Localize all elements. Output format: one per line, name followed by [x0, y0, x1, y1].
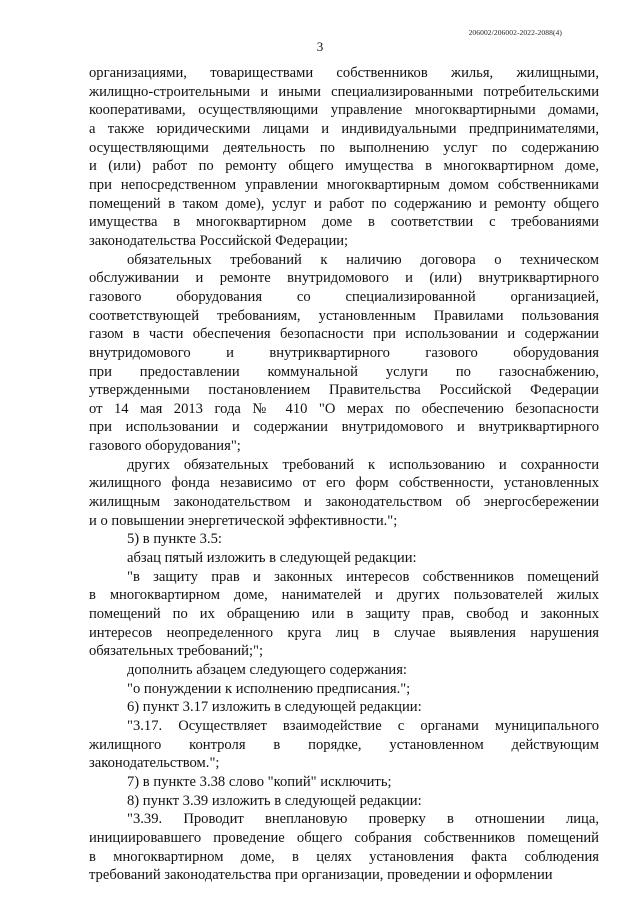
text-line: обслуживании и ремонте внутридомового и (или) внутриквартирного — [89, 270, 599, 287]
paragraph — [89, 717, 599, 773]
text-line: при непосредственном управлении многоквартирным домом собственниками — [89, 176, 599, 193]
paragraph — [89, 549, 599, 568]
text-line: обязательных требований;"; — [89, 643, 264, 660]
text-line: "в защиту прав и законных интересов собственников помещений — [127, 568, 599, 585]
paragraph — [89, 64, 599, 251]
text-line: 8) пункт 3.39 изложить в следующей редакции: — [127, 792, 422, 809]
text-line: газового оборудования"; — [89, 438, 241, 455]
paragraph — [89, 251, 599, 456]
paragraph — [89, 568, 599, 661]
paragraph — [89, 456, 599, 531]
text-line: жилищным законодательством и законодательством об энергосбережении — [89, 494, 599, 511]
text-line: "3.17. Осуществляет взаимодействие с органами муниципального — [127, 717, 599, 734]
text-line: газового оборудования со специализированной организацией, — [89, 288, 599, 305]
text-line: законодательства Российской Федерации; — [89, 232, 349, 249]
text-line: 5) в пункте 3.5: — [127, 531, 222, 548]
document-id: 206002/206002-2022-2088(4) — [468, 28, 562, 37]
text-line: жилищно-строительными и иными специализированными потребительскими — [89, 83, 599, 100]
document-body — [89, 64, 599, 885]
text-line: других обязательных требований к использованию и сохранности — [127, 456, 599, 473]
text-line: "о понуждении к исполнению предписания."; — [127, 680, 411, 697]
text-line: соответствующей требованиям, установленным Правилами пользования — [89, 307, 599, 324]
paragraph — [89, 680, 599, 699]
text-line: жилищного контроля в порядке, установленном действующим — [89, 736, 599, 753]
text-line: в многоквартирном доме, в целях установления факта соблюдения — [89, 848, 599, 865]
text-line: интересов неопределенного круга лиц в случае выявления нарушения — [89, 624, 599, 641]
text-line: внутридомового и внутриквартирного газового оборудования — [89, 344, 599, 361]
text-line: и (или) работ по ремонту общего имущества в многоквартирном доме, — [89, 158, 599, 175]
text-line: помещений в таком доме), услуг и работ по содержанию и ремонту общего — [89, 195, 599, 212]
paragraph — [89, 698, 599, 717]
text-line: требований законодательства при организации, проведении и оформлении — [89, 867, 553, 884]
text-line: кооперативами, осуществляющими управление многоквартирными домами, — [89, 102, 599, 119]
text-line: имущества в многоквартирном доме в соответствии с требованиями — [89, 214, 599, 231]
text-line: осуществляющими деятельность по выполнению услуг по содержанию — [89, 139, 599, 156]
text-line: абзац пятый изложить в следующей редакции: — [127, 550, 417, 567]
text-line: 6) пункт 3.17 изложить в следующей редакции: — [127, 699, 422, 716]
text-line: при предоставлении коммунальной услуги по газоснабжению, — [89, 363, 599, 380]
paragraph — [89, 661, 599, 680]
text-line: газом в части обеспечения безопасности при использовании и содержании — [89, 326, 599, 343]
text-line: законодательством."; — [89, 755, 220, 772]
text-line: дополнить абзацем следующего содержания: — [127, 662, 407, 678]
paragraph — [89, 810, 599, 885]
text-line: жилищного фонда независимо от его форм собственности, установленных — [89, 475, 599, 492]
text-line: инициировавшего проведение общего собрания собственников помещений — [89, 829, 599, 846]
text-line: организациями, товариществами собственников жилья, жилищными, — [89, 65, 599, 81]
page-number: 3 — [316, 39, 324, 54]
text-line: обязательных требований к наличию договора о техническом — [127, 251, 599, 268]
text-line: а также юридическими лицами и индивидуальными предпринимателями, — [89, 120, 599, 137]
text-line: утвержденными постановлением Правительства Российской Федерации — [89, 382, 599, 399]
paragraph — [89, 773, 599, 792]
text-line: "3.39. Проводит внеплановую проверку в отношении лица, — [127, 811, 599, 828]
text-line: 7) в пункте 3.38 слово "копий" исключить; — [127, 773, 392, 790]
paragraph — [89, 530, 599, 549]
paragraph — [89, 792, 599, 811]
text-line: помещений по их обращению или в защиту прав, свобод и законных — [89, 606, 599, 623]
text-line: при использовании и содержании внутридомового и внутриквартирного — [89, 419, 599, 436]
text-line: в многоквартирном доме, нанимателей и других пользователей жилых — [89, 587, 599, 604]
text-line: и о повышении энергетической эффективности."; — [89, 512, 398, 529]
text-line: от 14 мая 2013 года № 410 "О мерах по обеспечению безопасности — [89, 400, 599, 417]
